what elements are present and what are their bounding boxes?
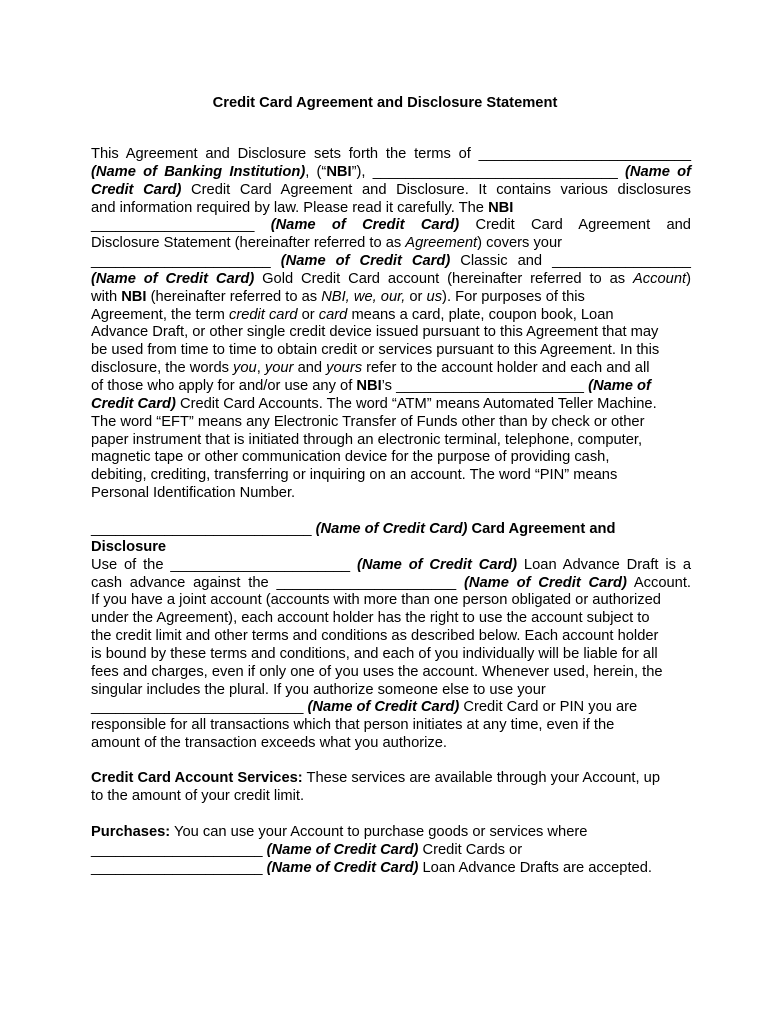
agreement-section (91, 521, 691, 753)
blank: __________________________ (91, 699, 304, 716)
line: be used from time to time to obtain credit or services pursuant to this Agreement. In this (91, 342, 660, 359)
line: Purchases: You can use your Account to purchase goods or services where (91, 824, 588, 840)
line: fees and charges, even if only one of you uses the account. Whenever used, herein, the (91, 663, 663, 680)
line: _____________________ (Name of Credit Card) Credit Cards or (91, 841, 523, 858)
line: with NBI (hereinafter referred to as NBI, we, our, or us). For purposes of this (91, 288, 585, 305)
section-heading: Purchases: (91, 824, 171, 840)
line: This Agreement and Disclosure sets forth the terms of __________________________ (91, 146, 691, 162)
line: Credit Card) Credit Card Agreement and Disclosure. It contains various disclosures (91, 181, 691, 198)
intro-paragraph (91, 146, 691, 503)
line: Disclosure Statement (hereinafter referred to as Agreement) covers your (91, 235, 563, 252)
bank-name-placeholder: (Name of Banking Institution) (91, 163, 306, 180)
section-heading: Credit Card Account Services: (91, 770, 303, 786)
document-title: Credit Card Agreement and Disclosure Statement (212, 95, 558, 111)
line: (Name of Banking Institution), (“NBI”), ______________________________ (Name of (91, 163, 691, 180)
line: debiting, crediting, transferring or inquiring on an account. The word “PIN” means (91, 467, 618, 484)
line: the credit limit and other terms and conditions as described below. Each account holder (91, 628, 659, 645)
line: The word “EFT” means any Electronic Transfer of Funds other than by check or other (91, 413, 645, 430)
blank: _________________ (552, 253, 691, 270)
blank: _______________________ (396, 377, 584, 394)
section-heading: Disclosure (91, 538, 167, 555)
line: amount of the transaction exceeds what you authorize. (91, 735, 447, 752)
section-heading: ___________________________ (Name of Credit Card) Card Agreement and (91, 521, 616, 537)
blank: ______________________ (91, 253, 271, 270)
line: If you have a joint account (accounts with more than one person obligated or authorized (91, 592, 661, 609)
line: and information required by law. Please read it carefully. The NBI (91, 199, 514, 216)
blank: _____________________ (91, 841, 263, 858)
line: Agreement, the term credit card or card means a card, plate, coupon book, Loan (91, 306, 614, 323)
purchases-section (91, 824, 691, 878)
line: Personal Identification Number. (91, 485, 296, 502)
line: __________________________ (Name of Credit Card) Credit Card or PIN you are (91, 699, 638, 716)
blank: ____________________ (91, 217, 255, 234)
line: ______________________ (Name of Credit Card) Classic and _________________ (91, 253, 691, 270)
line: Advance Draft, or other single credit device issued pursuant to this Agreement that may (91, 324, 659, 341)
blank: ______________________________ (372, 163, 618, 180)
line: cash advance against the ______________________ (Name of Credit Card) Account. (91, 574, 692, 591)
line: ____________________ (Name of Credit Card) Credit Card Agreement and (91, 217, 691, 234)
line: disclosure, the words you, your and yours refer to the account holder and each and all (91, 360, 650, 377)
line: singular includes the plural. If you authorize someone else to use your (91, 681, 546, 698)
line: under the Agreement), each account holder has the right to use the account subject to (91, 610, 650, 627)
line: responsible for all transactions which that person initiates at any time, even if the (91, 717, 615, 734)
account-services-section (91, 770, 691, 806)
blank: __________________________ (478, 146, 691, 162)
line: Credit Card) Credit Card Accounts. The word “ATM” means Automated Teller Machine. (91, 395, 657, 412)
line: is bound by these terms and conditions, and each of you individually will be liable for all (91, 645, 658, 662)
line: (Name of Credit Card) Gold Credit Card account (hereinafter referred to as Account) (91, 270, 691, 287)
line: to the amount of your credit limit. (91, 787, 305, 804)
line: magnetic tape or other communication device for the purpose of providing cash, (91, 449, 610, 466)
line: Credit Card Account Services: These services are available through your Account, up (91, 770, 661, 786)
blank: _____________________ (91, 859, 263, 876)
blank: ___________________________ (91, 521, 312, 537)
line: paper instrument that is initiated through an electronic terminal, telephone, computer, (91, 431, 643, 448)
line: _____________________ (Name of Credit Card) Loan Advance Drafts are accepted. (91, 859, 652, 876)
line: of those who apply for and/or use any of NBI’s _______________________ (Name of (91, 377, 651, 394)
blank: ______________________ (170, 556, 351, 573)
blank: ______________________ (276, 574, 457, 591)
line: Use of the ______________________ (Name of Credit Card) Loan Advance Draft is a (91, 556, 691, 573)
